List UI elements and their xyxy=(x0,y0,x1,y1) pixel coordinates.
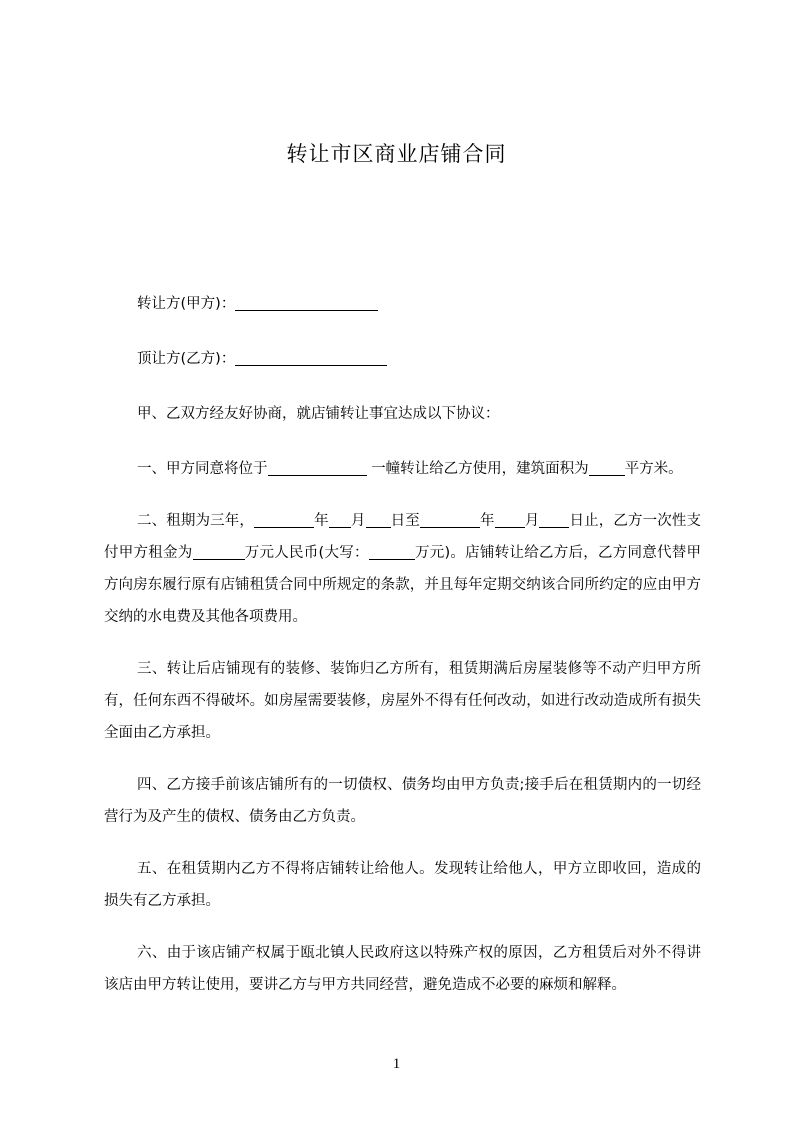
month-label: 月 xyxy=(350,513,366,529)
clause-2 xyxy=(104,505,701,633)
start-year-blank xyxy=(254,511,314,528)
party-b-label: 顶让方(乙方)： xyxy=(137,351,236,367)
party-b-blank xyxy=(235,349,387,366)
location-blank xyxy=(268,459,367,476)
clause-1 xyxy=(104,453,701,485)
start-day-blank xyxy=(366,511,391,528)
clause-3: 三、转让后店铺现有的装修、装饰归乙方所有，租赁期满后房屋装修等不动产归甲方所有，任何东西不得破坏。如房屋需要装修，房屋外不得有任何改动，如进行改动造成所有损失全面由乙方承担。 xyxy=(104,661,701,741)
year-label: 年 xyxy=(314,513,329,529)
month-label-2: 月 xyxy=(524,513,540,529)
rent-capital-blank xyxy=(369,543,415,560)
clause-2-text-c: 万元人民币(大写： xyxy=(244,545,369,561)
clause-2-text-d: 万元)。店铺转让给乙方后，乙方同意代替甲方向房东履行原有店铺租赁合同中所规定的条款，并且每年定期交纳该合同所约定的应由甲方交纳的水电费及其他各项费用。 xyxy=(104,545,702,625)
page-number: 1 xyxy=(392,1056,401,1072)
clause-6: 六、由于该店铺产权属于瓯北镇人民政府这以特殊产权的原因，乙方租赁后对外不得讲该店由甲方转让使用，要讲乙方与甲方共同经营，避免造成不必要的麻烦和解释。 xyxy=(104,945,701,993)
end-month-blank xyxy=(495,511,525,528)
rent-amount-blank xyxy=(193,543,245,560)
area-blank xyxy=(589,459,625,476)
party-a-label: 转让方(甲方)： xyxy=(137,296,236,312)
year-label-2: 年 xyxy=(479,513,495,529)
day-to-label: 日至 xyxy=(390,513,420,529)
document-body xyxy=(104,288,701,1001)
clause-5: 五、在租赁期内乙方不得将店铺转让给他人。发现转让给他人，甲方立即收回，造成的损失有乙方承担。 xyxy=(104,861,701,909)
party-a-blank xyxy=(235,294,378,311)
end-year-blank xyxy=(420,511,480,528)
clause-2-text-a: 二、租期为三年， xyxy=(137,513,254,529)
clause-1-text-a: 一、甲方同意将位于 xyxy=(137,461,268,477)
end-day-blank xyxy=(539,511,569,528)
party-a-line xyxy=(104,288,701,320)
document-title: 转让市区商业店铺合同 xyxy=(286,142,507,166)
clause-2-text-b: 日止，乙方一次性支付甲方租金为 xyxy=(104,513,701,561)
clause-4: 四、乙方接手前该店铺所有的一切债权、债务均由甲方负责;接手后在租赁期内的一切经营行为及产生的债权、债务由乙方负责。 xyxy=(104,777,701,825)
party-b-line xyxy=(104,343,701,375)
intro-paragraph: 甲、乙双方经友好协商，就店铺转让事宜达成以下协议： xyxy=(137,406,500,422)
clause-1-text-c: 平方米。 xyxy=(624,461,683,477)
start-month-blank xyxy=(329,511,351,528)
clause-1-text-b: 一幢转让给乙方使用，建筑面积为 xyxy=(366,461,589,477)
